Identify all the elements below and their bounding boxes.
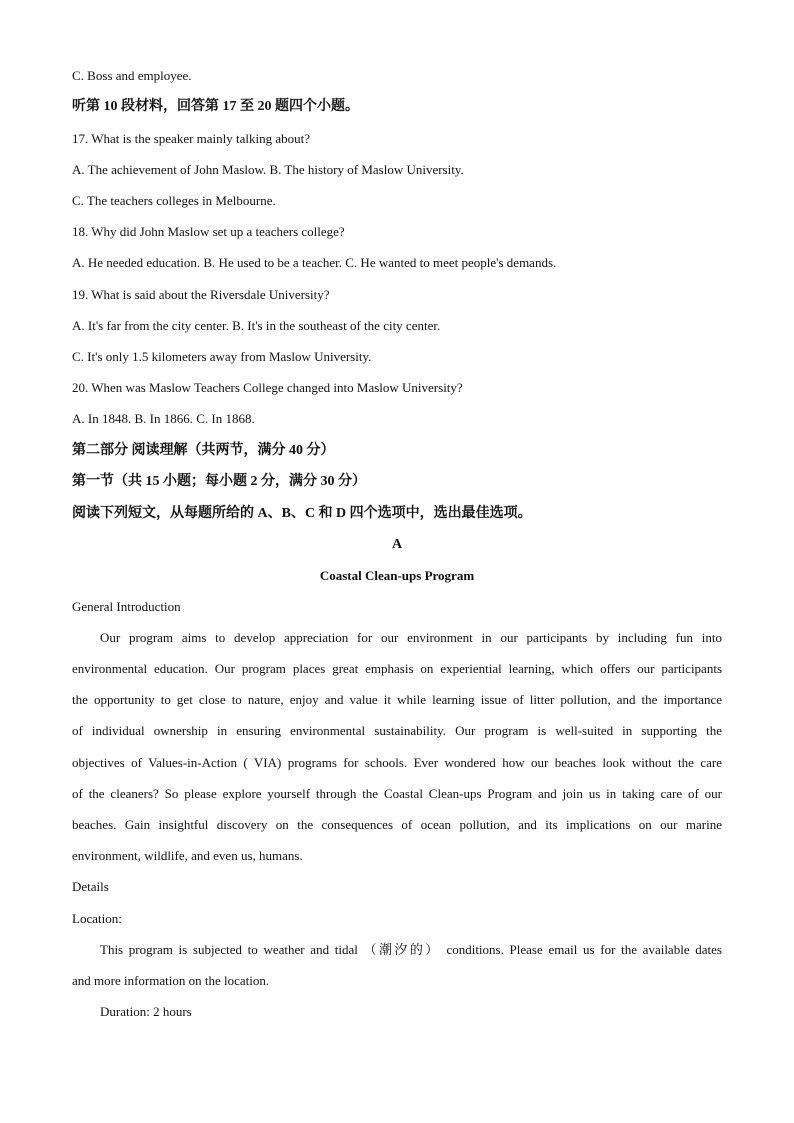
paragraph-line: Our program aims to develop appreciation for our environment in our participants by including fun into [100, 630, 722, 645]
subheading-details: Details [72, 879, 109, 894]
part-two-heading: 第二部分 阅读理解（共两节，满分 40 分） [72, 443, 335, 458]
subheading-general-introduction: General Introduction [72, 599, 181, 614]
location-line-last: and more information on the location. [72, 973, 270, 988]
options-19-c: C. It's only 1.5 kilometers away from Maslow University. [72, 349, 372, 364]
passage-title: Coastal Clean-ups Program [319, 568, 475, 583]
paragraph-line: the opportunity to get close to nature, enjoy and value it while learning issue of litter pollution, and the importance [72, 692, 722, 707]
subheading-location: Location: [72, 911, 122, 926]
paragraph-line: beaches. Gain insightful discovery on the consequences of ocean pollution, and its implications on our marine [72, 817, 722, 832]
paragraph-line: of individual ownership in ensuring environmental sustainability. Our program is well-suited in supporting the [72, 723, 722, 738]
paragraph-line-last: environment, wildlife, and even us, humans. [72, 848, 303, 863]
duration-line: Duration: 2 hours [100, 1004, 192, 1019]
options-19: A. It's far from the city center. B. It's in the southeast of the city center. [72, 318, 441, 333]
options-17-c: C. The teachers colleges in Melbourne. [72, 193, 276, 208]
section-one-heading: 第一节（共 15 小题；每小题 2 分，满分 30 分） [72, 474, 366, 489]
location-line: This program is subjected to weather and tidal （潮汐的） conditions. Please email us for the available dates [100, 942, 722, 957]
section-instruction: 听第 10 段材料，回答第 17 至 20 题四个小题。 [72, 99, 359, 114]
question-17: 17. What is the speaker mainly talking about? [72, 131, 311, 146]
question-18: 18. Why did John Maslow set up a teachers college? [72, 224, 345, 239]
paragraph-line: environmental education. Our program places great emphasis on experiential learning, which offers our participants [72, 661, 722, 676]
paragraph-line: objectives of Values-in-Action ( VIA) programs for schools. Ever wondered how our beaches look without the care [72, 755, 722, 770]
options-17: A. The achievement of John Maslow. B. The history of Maslow University. [72, 162, 464, 177]
question-19: 19. What is said about the Riversdale University? [72, 287, 330, 302]
option-line: C. Boss and employee. [72, 68, 192, 83]
paragraph-line: of the cleaners? So please explore yourself through the Coastal Clean-ups Program and join us in taking care of our [72, 786, 722, 801]
passage-letter: A [391, 537, 403, 552]
question-20: 20. When was Maslow Teachers College changed into Maslow University? [72, 380, 463, 395]
options-18: A. He needed education. B. He used to be a teacher. C. He wanted to meet people's demands. [72, 255, 557, 270]
reading-instruction: 阅读下列短文，从每题所给的 A、B、C 和 D 四个选项中，选出最佳选项。 [72, 506, 532, 521]
options-20: A. In 1848. B. In 1866. C. In 1868. [72, 411, 255, 426]
